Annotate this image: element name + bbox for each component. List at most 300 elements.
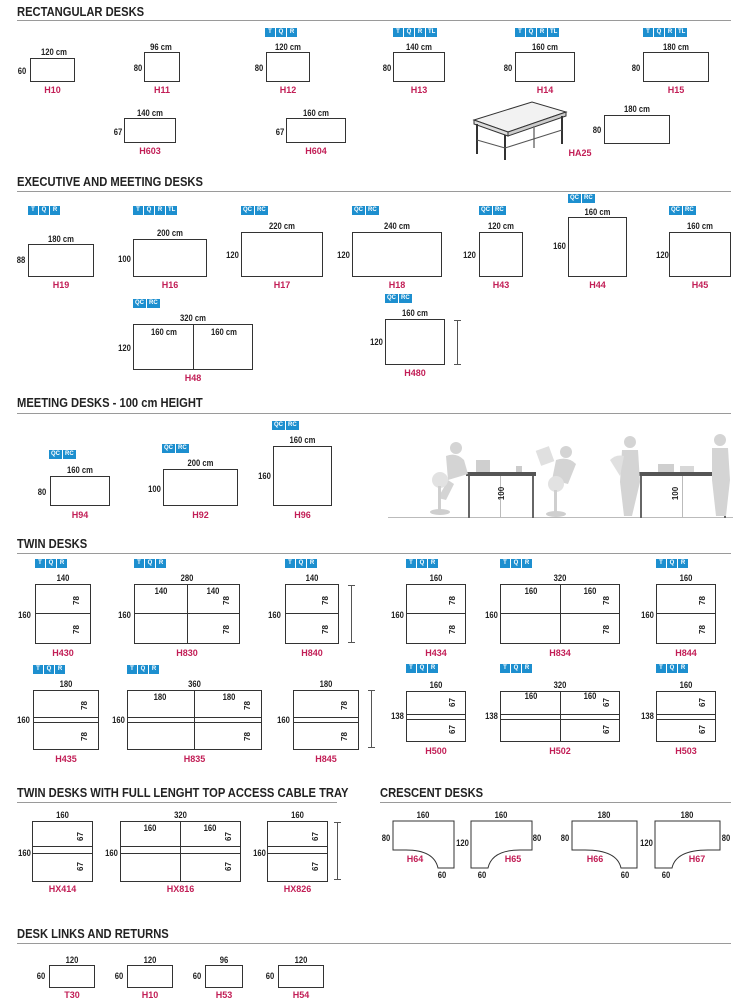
width-label: 220 cm (269, 221, 295, 231)
option-badges (35, 559, 67, 568)
depth-half-label: 78 (601, 596, 611, 605)
depth-half-label: 67 (310, 832, 320, 841)
height-adjust-marker (371, 690, 372, 748)
badge-t: T (656, 559, 666, 568)
desk-shape-HA25 (604, 115, 670, 144)
depth-label: 80 (382, 63, 392, 73)
product-code: H604 (305, 146, 327, 156)
illustration-height-label: 100 (671, 486, 681, 501)
section-rule (17, 802, 337, 803)
desk-split-line (560, 691, 561, 742)
width-label: 160 (56, 810, 69, 820)
product-code: H54 (292, 990, 310, 1000)
product-code: H45 (691, 280, 709, 290)
width-label: 96 cm (150, 42, 172, 52)
desk-shape-H480 (385, 319, 445, 365)
width-label: 180 (319, 679, 333, 689)
sub-width-label: 160 (143, 823, 157, 833)
option-badges (515, 28, 559, 37)
product-code: H44 (589, 280, 606, 290)
depth-label: 60 (192, 971, 202, 981)
option-badges (33, 665, 65, 674)
width-label: 120 (143, 955, 157, 965)
depth-half-label: 67 (697, 725, 707, 734)
sub-width-label: 140 (154, 586, 168, 596)
desk-split-line (187, 584, 188, 644)
badge-r: R (156, 559, 166, 568)
desk-split-line (194, 690, 195, 750)
badge-rc: RC (685, 207, 694, 213)
depth-label: 67 (275, 127, 285, 137)
badge-q: Q (526, 28, 536, 37)
section-title-twin: TWIN DESKS (17, 536, 88, 551)
desk-shape-H603 (124, 118, 176, 143)
badge-q: Q (46, 559, 56, 568)
illustration-height-label: 100 (497, 486, 507, 501)
depth-half-label: 67 (601, 725, 611, 734)
width-label: 200 cm (157, 228, 183, 238)
badge-rc: RC (584, 195, 593, 201)
badge-rc: RC (178, 445, 187, 451)
desk-split-line (293, 717, 359, 723)
width-label: 120 (65, 955, 79, 965)
width-label: 180 (59, 679, 73, 689)
product-code: H603 (139, 146, 161, 156)
depth-half-label: 67 (447, 698, 457, 707)
depth-label: 120 (337, 250, 350, 260)
depth-label: 138 (641, 711, 654, 721)
badge-q: Q (296, 559, 306, 568)
depth-label: 80 (254, 63, 264, 73)
option-badges (28, 206, 60, 215)
badge-r: R (50, 206, 60, 215)
desk-shape-H17 (241, 232, 323, 277)
desk-shape-H12 (266, 52, 310, 82)
badge-qc: QC (274, 422, 283, 428)
badge-q: Q (145, 559, 155, 568)
width-label: 140 (305, 573, 319, 583)
product-code: H845 (315, 754, 337, 764)
section-rule (17, 553, 731, 554)
desk-shape-H92 (163, 469, 238, 506)
desk-split-line (560, 584, 561, 644)
width-label: 160 cm (402, 308, 428, 318)
width-label: 140 cm (406, 42, 432, 52)
depth-half-label: 78 (242, 701, 252, 710)
desk-shape-H604 (286, 118, 346, 143)
depth-half-label: 78 (447, 625, 457, 634)
width-label: 96 (219, 955, 229, 965)
width-label: 160 cm (289, 435, 316, 445)
badge-q: Q (404, 28, 414, 37)
width-label: 320 (553, 573, 567, 583)
sub-width-label: 160 (524, 691, 538, 701)
badge-rc: RC (288, 422, 297, 428)
desk-shape-H54 (278, 965, 324, 988)
width-label: 160 (416, 810, 430, 820)
depth-label: 160 (391, 610, 404, 620)
badge-t: T (33, 665, 43, 674)
product-code: H12 (279, 85, 297, 95)
product-code: HA25 (568, 148, 592, 158)
badge-tl: TL (550, 29, 558, 35)
product-code: H43 (492, 280, 510, 290)
depth-half-label: 78 (697, 625, 707, 634)
depth-label: 160 (118, 610, 131, 620)
section-rule (17, 191, 731, 192)
depth-label: 160 (553, 241, 566, 251)
badge-q: Q (417, 664, 427, 673)
sub-width-label: 140 (206, 586, 220, 596)
width-label: 360 (188, 679, 201, 689)
desk-shape-H53 (205, 965, 243, 988)
depth-label: 160 (268, 610, 281, 620)
depth-label: 60 (114, 971, 124, 981)
product-code: H500 (425, 746, 447, 756)
depth-label: 160 (485, 610, 498, 620)
product-code: T30 (64, 990, 80, 1000)
option-badges (162, 444, 189, 453)
depth-label: 80 (133, 63, 143, 73)
desk-split-line (180, 821, 181, 882)
badge-qc: QC (164, 445, 173, 451)
sub-width-label: 160 (524, 586, 538, 596)
product-code: H94 (71, 510, 89, 520)
desk-split-line (193, 324, 194, 370)
desk-shape-T30 (49, 965, 95, 988)
width-label: 160 cm (584, 207, 611, 217)
width-label: 160 (429, 573, 443, 583)
option-badges (285, 559, 317, 568)
section-rule (17, 20, 731, 21)
width-label: 160 (429, 680, 443, 690)
depth-label: 80 (721, 833, 731, 843)
desk-shape-H844 (656, 584, 716, 644)
width-label: 160 cm (67, 465, 93, 475)
option-badges (500, 559, 532, 568)
badge-t: T (127, 665, 137, 674)
option-badges (272, 421, 299, 430)
sub-width-label: 160 cm (211, 327, 237, 337)
section-rule (17, 413, 731, 414)
product-code: H67 (688, 854, 706, 864)
depth-label: 80 (592, 125, 602, 135)
product-code: H64 (406, 854, 424, 864)
depth-label: 60 (265, 971, 275, 981)
product-code: H66 (586, 854, 604, 864)
section-title-twin-cable-tray: TWIN DESKS WITH FULL LENGHT TOP ACCESS CABLE TRAY (17, 785, 349, 800)
product-code: H844 (675, 648, 697, 658)
depth-half-label: 78 (221, 625, 231, 634)
badge-rc: RC (495, 207, 504, 213)
badge-q: Q (39, 206, 49, 215)
sub-width-label: 160 (583, 691, 597, 701)
cable-tray (267, 846, 328, 854)
badge-r: R (55, 665, 65, 674)
depth-label: 100 (118, 254, 131, 264)
badge-q: Q (511, 559, 521, 568)
option-badges (643, 28, 687, 37)
height-adjust-marker (337, 822, 338, 880)
badge-r: R (522, 559, 532, 568)
badge-q: Q (44, 665, 54, 674)
width-label: 240 cm (384, 221, 410, 231)
product-code: H10 (44, 85, 61, 95)
width-label: 200 cm (187, 458, 214, 468)
depth-half-label: 67 (223, 832, 233, 841)
badge-tl: TL (168, 207, 176, 213)
depth-label: 100 (148, 484, 161, 494)
depth-label: 160 (641, 610, 654, 620)
return-depth-label: 60 (477, 870, 487, 880)
option-badges (133, 206, 177, 215)
section-rule (380, 802, 731, 803)
badge-q: Q (654, 28, 664, 37)
depth-label: 160 (18, 610, 31, 620)
badge-q: Q (667, 559, 677, 568)
badge-t: T (35, 559, 45, 568)
width-label: 320 (553, 680, 567, 690)
cable-tray (32, 846, 93, 854)
width-label: 120 cm (275, 42, 301, 52)
depth-label: 160 (17, 715, 30, 725)
badge-r: R (678, 559, 688, 568)
depth-label: 138 (485, 711, 498, 721)
desk-shape-H13 (393, 52, 445, 82)
option-badges (568, 194, 595, 203)
option-badges (241, 206, 268, 215)
desk-shape-H45 (669, 232, 731, 277)
desk-shape-H15 (643, 52, 709, 82)
badge-rc: RC (257, 207, 266, 213)
badge-q: Q (511, 664, 521, 673)
depth-half-label: 78 (601, 625, 611, 634)
product-code: H834 (549, 648, 571, 658)
depth-half-label: 78 (221, 596, 231, 605)
product-code: H17 (273, 280, 291, 290)
depth-label: 80 (381, 833, 391, 843)
badge-rc: RC (368, 207, 377, 213)
desk-shape-H18 (352, 232, 442, 277)
depth-half-label: 78 (447, 596, 457, 605)
desk-split-line (656, 714, 716, 720)
width-label: 140 cm (137, 108, 163, 118)
product-code: H13 (410, 85, 428, 95)
badge-qc: QC (135, 300, 144, 306)
product-code: H435 (55, 754, 77, 764)
depth-label: 120 (656, 250, 669, 260)
section-title-rectangular: RECTANGULAR DESKS (17, 4, 145, 19)
width-label: 320 cm (180, 313, 206, 323)
desk-shape-H430 (35, 584, 91, 644)
depth-label: 160 (253, 848, 266, 858)
depth-half-label: 67 (75, 862, 85, 871)
width-label: 160 cm (532, 42, 558, 52)
width-label: 280 (180, 573, 194, 583)
product-code: H480 (404, 368, 426, 378)
width-label: 180 (597, 810, 611, 820)
desk-shape-H94 (50, 476, 110, 506)
badge-t: T (134, 559, 144, 568)
depth-half-label: 67 (601, 698, 611, 707)
product-code: H835 (183, 754, 206, 764)
desk-split-line (406, 613, 466, 614)
sub-width-label: 160 cm (151, 327, 177, 337)
section-title-executive: EXECUTIVE AND MEETING DESKS (17, 174, 203, 189)
product-code: H14 (536, 85, 554, 95)
product-code: H96 (294, 510, 311, 520)
desk-shape-H14 (515, 52, 575, 82)
desk-shape-H840 (285, 584, 339, 644)
badge-t: T (500, 664, 510, 673)
desk-shape-H44 (568, 217, 627, 277)
depth-half-label: 78 (697, 596, 707, 605)
badge-t: T (285, 559, 295, 568)
width-label: 120 (294, 955, 308, 965)
option-badges (500, 664, 532, 673)
desk-shape-H16 (133, 239, 207, 277)
product-code: H18 (388, 280, 406, 290)
option-badges (49, 450, 76, 459)
width-label: 160 (679, 680, 693, 690)
badge-r: R (155, 206, 165, 215)
depth-half-label: 78 (320, 596, 330, 605)
section-title-meeting-100: MEETING DESKS - 100 cm HEIGHT (17, 395, 203, 410)
width-label: 160 (291, 810, 304, 820)
desk-split-line (33, 717, 99, 723)
meeting-scene-illustration (388, 420, 733, 522)
badge-t: T (406, 559, 416, 568)
width-label: 180 cm (663, 42, 689, 52)
depth-label: 120 (370, 337, 383, 347)
badge-t: T (643, 28, 653, 37)
height-adjust-marker (457, 320, 458, 365)
product-code: H53 (215, 990, 233, 1000)
desk-split-line (35, 613, 91, 614)
depth-label: 160 (18, 848, 31, 858)
option-badges (406, 559, 438, 568)
badge-q: Q (138, 665, 148, 674)
badge-t: T (265, 28, 275, 37)
product-code: H92 (192, 510, 209, 520)
option-badges (656, 664, 688, 673)
depth-label: 120 (118, 343, 131, 353)
badge-r: R (428, 559, 438, 568)
depth-half-label: 67 (223, 862, 233, 871)
depth-label: 60 (36, 971, 46, 981)
badge-qc: QC (354, 207, 363, 213)
product-code: H840 (301, 648, 323, 658)
width-label: 180 cm (48, 234, 74, 244)
width-label: 160 cm (687, 221, 713, 231)
option-badges (134, 559, 166, 568)
badge-rc: RC (149, 300, 158, 306)
depth-label: 60 (17, 66, 27, 76)
badge-t: T (656, 664, 666, 673)
option-badges (479, 206, 506, 215)
high-table-illustration (472, 100, 568, 162)
option-badges (406, 664, 438, 673)
option-badges (133, 299, 160, 308)
desk-shape-H96 (273, 446, 332, 506)
badge-q: Q (667, 664, 677, 673)
product-code: H16 (161, 280, 179, 290)
sub-width-label: 160 (203, 823, 217, 833)
depth-label: 80 (503, 63, 513, 73)
width-label: 180 cm (624, 104, 650, 114)
badge-q: Q (144, 206, 154, 215)
option-badges (265, 28, 297, 37)
product-code: H10 (141, 990, 159, 1000)
product-code: H430 (52, 648, 74, 658)
product-code: H11 (153, 85, 170, 95)
option-badges (669, 206, 696, 215)
badge-t: T (28, 206, 38, 215)
depth-label: 88 (16, 255, 26, 265)
desk-shape-H434 (406, 584, 466, 644)
depth-label: 67 (113, 127, 123, 137)
width-label: 180 (680, 810, 694, 820)
product-code: HX826 (283, 884, 312, 894)
badge-rc: RC (401, 295, 410, 301)
badge-r: R (522, 664, 532, 673)
desk-split-line (656, 613, 716, 614)
sub-width-label: 180 (153, 692, 167, 702)
badge-r: R (428, 664, 438, 673)
depth-half-label: 67 (447, 725, 457, 734)
badge-tl: TL (428, 29, 436, 35)
option-badges (127, 665, 159, 674)
badge-t: T (393, 28, 403, 37)
badge-qc: QC (671, 207, 680, 213)
section-title-crescent: CRESCENT DESKS (380, 785, 484, 800)
middle-depth-label: 120 (640, 838, 653, 848)
width-label: 160 cm (303, 108, 329, 118)
product-code: H65 (504, 854, 522, 864)
badge-qc: QC (570, 195, 579, 201)
depth-half-label: 78 (79, 701, 89, 710)
depth-label: 80 (37, 487, 47, 497)
width-label: 120 cm (488, 221, 514, 231)
desk-shape-H11 (144, 52, 180, 82)
depth-half-label: 78 (339, 701, 349, 710)
badge-r: R (149, 665, 159, 674)
depth-label: 160 (258, 471, 271, 481)
option-badges (352, 206, 379, 215)
badge-t: T (406, 664, 416, 673)
depth-label: 160 (105, 848, 118, 858)
depth-half-label: 78 (79, 732, 89, 741)
option-badges (385, 294, 412, 303)
desk-shape-H43 (479, 232, 523, 277)
depth-label: 160 (277, 715, 290, 725)
product-code: H830 (176, 648, 198, 658)
badge-r: R (537, 28, 547, 37)
product-code: H503 (675, 746, 697, 756)
depth-half-label: 67 (310, 862, 320, 871)
badge-q: Q (417, 559, 427, 568)
depth-label: 138 (391, 711, 404, 721)
option-badges (656, 559, 688, 568)
badge-qc: QC (243, 207, 252, 213)
product-code: H48 (184, 373, 202, 383)
sub-width-label: 160 (583, 586, 597, 596)
badge-q: Q (276, 28, 286, 37)
sub-width-label: 180 (222, 692, 236, 702)
section-title-links: DESK LINKS AND RETURNS (17, 926, 169, 941)
width-label: 120 cm (41, 47, 67, 57)
width-label: 160 (679, 573, 693, 583)
